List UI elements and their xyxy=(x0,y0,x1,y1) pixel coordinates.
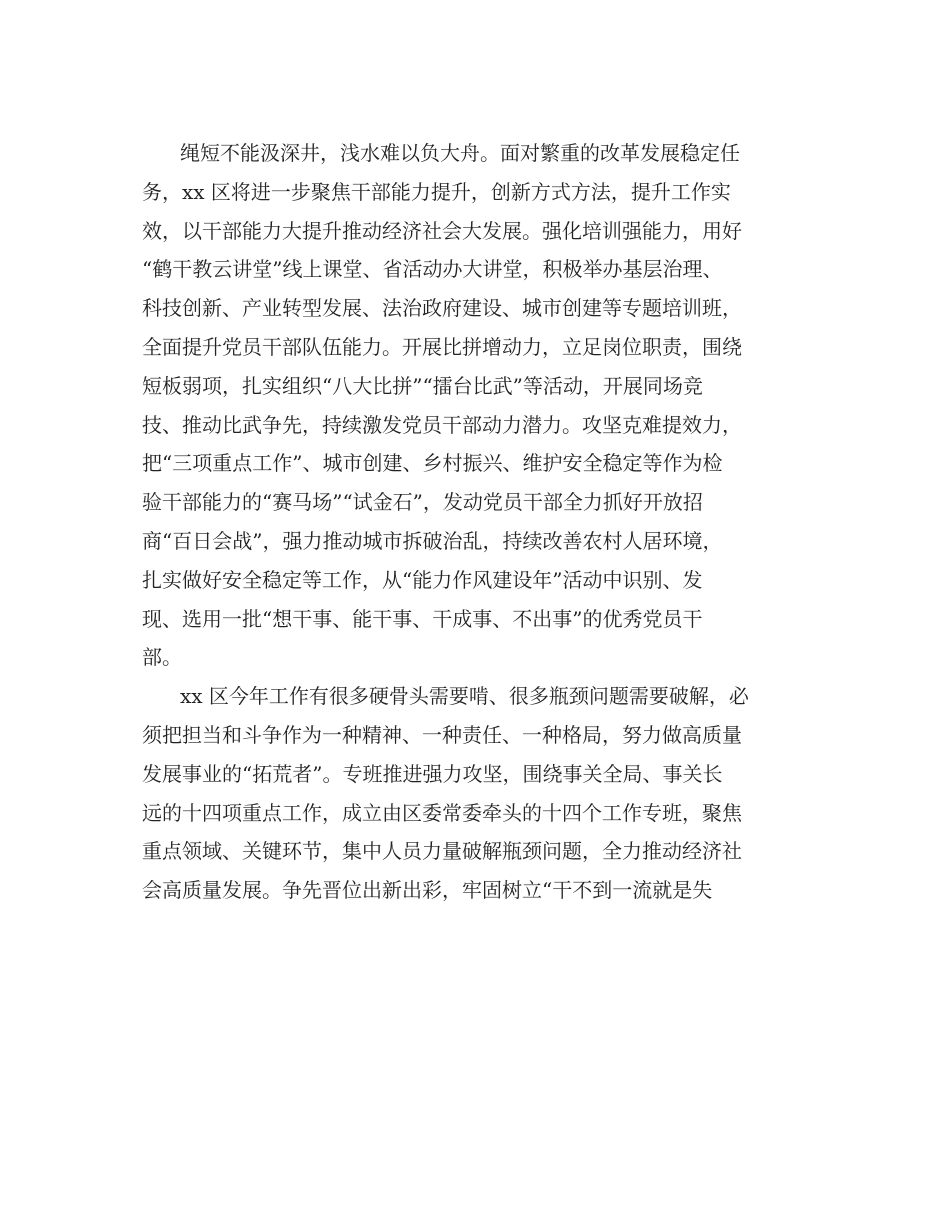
text-line: 部。 xyxy=(142,645,182,670)
text-line: 远的十四项重点工作，成立由区委常委牵头的十四个工作专班，聚焦 xyxy=(142,800,742,825)
text-line: 现、选用一批“想干事、能干事、干成事、不出事”的优秀党员干 xyxy=(142,606,703,631)
text-line: “鹤干教云讲堂”线上课堂、省活动办大讲堂，积极举办基层治理、 xyxy=(142,257,723,282)
text-line: 务，xx 区将进一步聚焦干部能力提升，创新方式方法，提升工作实 xyxy=(142,179,731,204)
text-line: 把“三项重点工作”、城市创建、乡村振兴、维护安全稳定等作为检 xyxy=(142,451,723,476)
text-line: 须把担当和斗争作为一种精神、一种责任、一种格局，努力做高质量 xyxy=(142,722,742,747)
text-line: 重点领域、关键环节，集中人员力量破解瓶颈问题，全力推动经济社 xyxy=(142,839,742,864)
text-line: 短板弱项，扎实组织“八大比拼”“擂台比武”等活动，开展同场竞 xyxy=(142,373,703,398)
text-line: xx 区今年工作有很多硬骨头需要啃、很多瓶颈问题需要破解，必 xyxy=(180,684,749,709)
text-line: 科技创新、产业转型发展、法治政府建设、城市创建等专题培训班， xyxy=(142,296,742,321)
paragraph-1 xyxy=(142,134,810,677)
text-line: 效，以干部能力大提升推动经济社会大发展。强化培训强能力，用好 xyxy=(142,218,742,243)
body-text xyxy=(142,134,810,910)
text-line: 商“百日会战”，强力推动城市拆破治乱，持续改善农村人居环境， xyxy=(142,528,723,553)
paragraph-2 xyxy=(142,677,810,910)
text-line: 全面提升党员干部队伍能力。开展比拼增动力，立足岗位职责，围绕 xyxy=(142,334,742,359)
text-line: 技、推动比武争先，持续激发党员干部动力潜力。攻坚克难提效力， xyxy=(142,412,742,437)
text-line: 验干部能力的“赛马场”“试金石”，发动党员干部全力抓好开放招 xyxy=(142,490,703,515)
text-line: 会高质量发展。争先晋位出新出彩，牢固树立“干不到一流就是失 xyxy=(142,878,713,903)
text-line: 绳短不能汲深井，浅水难以负大舟。面对繁重的改革发展稳定任 xyxy=(180,141,740,165)
text-line: 扎实做好安全稳定等工作，从“能力作风建设年”活动中识别、发 xyxy=(142,567,703,592)
text-line: 发展事业的“拓荒者”。专班推进强力攻坚，围绕事关全局、事关长 xyxy=(142,761,723,786)
